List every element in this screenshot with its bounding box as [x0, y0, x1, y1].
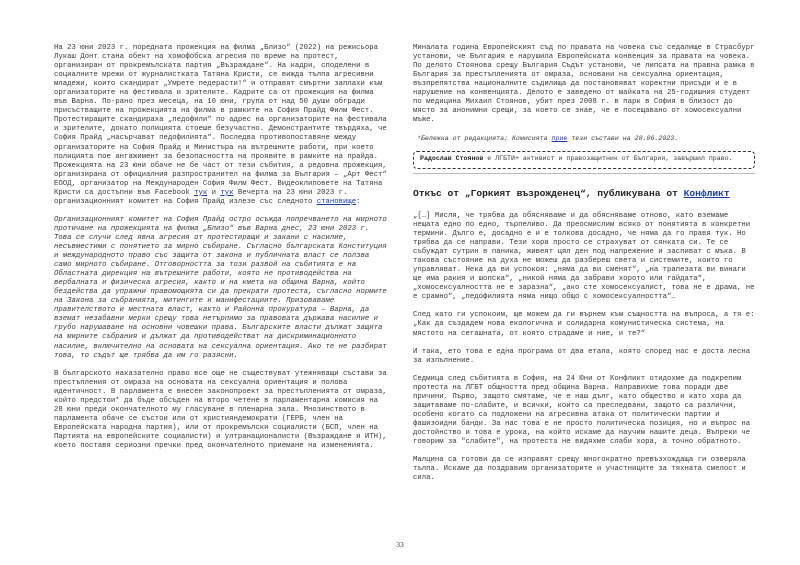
editor-note [417, 134, 755, 143]
pride-statement-quote: Организационният комитет на София Прайд остро осъжда попречването на мирното протичане на прожекцията на филма „Близо“ във Варна днес, 23 юни 2023 г. Това се случи след явна агресия от протестиращи и закани с насилие, несъвместими с понятието за мирно събиране. Съгласно българската Конституция и международното право със защита от закона и публичната власт се ползва само мирното събиране. Отговорността за този развой на събитията е на Областната дирекция на вътрешните работи, която не противодейства на вербалната и физическа агресия, както и на кмета на община Варна, който бездейства да упражни правомощията си да прекрати протеста, съгласно нормите на Закона за събранията, митингите и манифестациите. Призоваваме правителството и местната власт, както и Районна прокуратура – Варна, да вземат незабавни мерки срещу това нетърпимо за правовата държава насилие и грубо нарушаване на основни човешки права. Българските власти дължат защита на мирните събрания и дължат да противодействат на дискриминационното насилие, включително на основата на сексуална ориентация. Ако те не разбират това, то съдът ще трябва да им го разясни. [54, 215, 387, 360]
echr-paragraph: Миналата година Европейският съд по правата на човека със седалище в Страсбург установи, че България е нарушила Европейската конвенция за правата на човека. По делото Стоянова срещу България Съдът установи, че липсата на правна рамка в България за престъпленията от омраза, основани на сексуална ориентация, възпрепятства националните съдилища да постановяват коректни присъди и е в нарушение на конвенцията. Делото е заведено от майката на 25-годишния студент по медицина Михаил Стоянов, убит през 2008 г. в парк в София в близост до място за анонимни срещи, за което се знае, че е посещавано от хомосексуални мъже. [413, 44, 755, 125]
intro-text: На 23 юни 2023 г. поредната прожекция на филма „Близо“ (2022) на режисьора Лукаш Донт стана обект на хомофобска агресия по време на протест, организиран от прокремълската партия „Възраждане“. На кадри, споделени в социалните мрежи от журналистката Татяна Кристи, се вижда тълпа агресивни младежи, които скандират „Умрете педерасти!“ и отправят смъртни заплахи към организаторите на фестивала и зрителите. Кадрите са от прожекция на филма във Варна. По-рано през месеца, на 10 юни, група от над 50 души обгради присъстващите на прожекцията на филма в рамките на София Прайд Филм Фест. Протестиращите скандираха „педофили“ по адрес на организаторите на фестивала и зрителите, докато полицията стоеше безучастно. Демонстрантите твърдяха, че София Прайд „насърчават педофилията“. Последва противопоставяне между организаторите на София Прайд и Министъра на вътрешните работи, при което полицията пое ангажимент за безопасността на проявите в рамките на прайда. Прожекцията на 23 юни обаче не бе част от тези събития, а редовна прожекция, организирана от официалния разпространител на филма за България – „Арт Фест“ ЕООД, организатор на Международен София Филм Фест. Видеоклиповете на Татяна Кристи са достъпни във Facebook [54, 44, 387, 197]
author-name: Радослав Стоянов [420, 155, 484, 163]
facebook-link-2[interactable]: тук [220, 188, 234, 197]
author-bio-text: е ЛГБТИ+ активист и правозащитник от България, завършил право. [483, 155, 733, 163]
section-heading-text: Откъс от „Горкият възрожденец“, публикувана от [413, 187, 684, 199]
commission-adopted-link[interactable]: прие [551, 135, 568, 143]
statement-link[interactable]: становище [316, 197, 357, 206]
right-column [413, 44, 755, 492]
intro-text-end: : [356, 197, 361, 206]
left-column [54, 44, 390, 460]
excerpt-paragraph-2: След като ги успокоим, ще можем да ги върнем към същността на въпроса, а тя е: „Как да създадем нова екологична и солидарна комунистическа система, на мястото на сегашната, от която страдаме и ние, и те?“ [413, 311, 755, 338]
legal-context-paragraph: В българското наказателно право все още не съществуват утежняващи състави за престъпления от омраза на основата на сексуална ориентация и полова идентичност. В парламента е внесен законопроект за престъпленията от омраза, който предстои* да бъде обсъден на второ четене в парламентарна комисия на 28 юни преди окончателното му гласуване в пленарна зала. Мнозинството в парламента обаче се състои или от християндемократи (ГЕРБ, член на Европейската народна партия), или от прокремълски социалисти (БСП, член на Партията на европейските социалисти) и ултранационалисти (Възраждане и ИТН), което поставя сериозни пречки пред окончателното приемане на измененията. [54, 369, 387, 450]
intro-paragraph [54, 44, 390, 207]
editor-note-text-end: тези състави на 28.06.2023. [567, 135, 679, 143]
section-divider [413, 173, 755, 174]
intro-text-connector: и [207, 188, 221, 197]
page-number: 33 [396, 540, 404, 549]
section-heading [413, 188, 755, 200]
konflikt-link[interactable]: Конфликт [683, 187, 730, 199]
intro-text-continued: Вечерта на 23 юни 2023 г. организационният комитет на София Прайд излезе със следното [54, 188, 348, 206]
excerpt-paragraph-3: И така, ето това е една програма от два етапа, която според нас е доста лесна за изпълнение. [413, 347, 751, 365]
excerpt-paragraph-4: Седмица след събитията в София, на 24 Юни от Конфликт отидохме да подкрепим протеста на ЛГБТ общността пред община Варна. Направихме това поради две причини. Първо, защото смятаме, че е наш дълг, като общество и като хора да защитаваме по-слабите, и всички, които са преследвани, защото са различни, особено когато са подложени на агресивна атака от политически партии и фашизоидни банди. За нас това е не просто политическа позиция, но и въпрос на достойнство и това е урока, на който искаме да научим нашите деца. Въпреки че говорим за "слабите", на протеста не видяхме слаби хора, а точно обратното. [413, 374, 751, 446]
excerpt-paragraph-1: „[…] Мисля, че трябва да обясняваме и да обясняваме отново, като вземаме нещата едно по едно, търпеливо. Да преосмислим всяко от понятията в конкретни термини. Дълго е, досадно е и е толкова досадно, че няма да го правя тук. Но трябва да се направи. Тези хора просто се страхуват от сянката си. Те се събуждат сутрин в паника, живеят цял ден под напрежение и заспиват с мъка. В такова състояние на духа не можеш да разбереш света и системите, които го управляват. Нека да ви успокоя: „няма да ви сменят“, „на трапезата ви винаги ще има ракия и шопска“, „никой няма да забрави хорото или гайдата“, „хомосексуалността не е заразна“, „ако сте хомосексуалист, това не е драма, не е срамно“, „педофилията няма нищо общо с хомосексуалността“… [413, 211, 755, 302]
author-bio-box [413, 151, 755, 169]
excerpt-paragraph-5: Малцина са готови да се изправят срещу многократно превъзхождаща ги озверяла тълпа. Искаме да поздравим организаторите и участниците за тяхната смелост и сила. [413, 456, 746, 483]
editor-note-text: *Бележка от редакцията: Комисията [417, 135, 552, 143]
facebook-link-1[interactable]: тук [194, 188, 208, 197]
